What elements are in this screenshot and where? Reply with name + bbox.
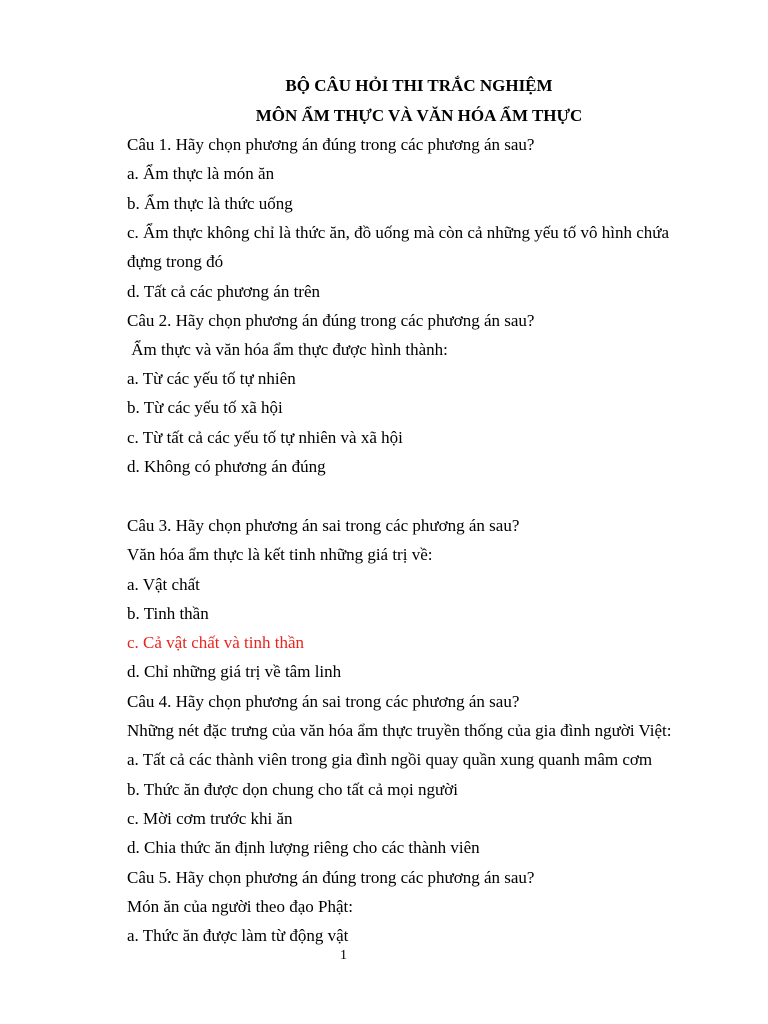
question-5-option-a: a. Thức ăn được làm từ động vật [127,926,349,945]
question-3-stem: Văn hóa ẩm thực là kết tinh những giá trị về: [127,545,433,564]
document-title-line-2: MÔN ẨM THỰC VÀ VĂN HÓA ẨM THỰC [255,106,583,125]
document-title-line-1: BỘ CÂU HỎI THI TRẮC NGHIỆM [285,76,553,95]
question-3-option-c-highlighted: c. Cả vật chất và tinh thần [127,633,305,652]
question-2-prompt: Câu 2. Hãy chọn phương án đúng trong các phương án sau? [127,311,535,330]
question-3-option-a: a. Vật chất [127,575,200,594]
question-2-option-b: b. Từ các yếu tố xã hội [127,398,283,417]
question-3-prompt: Câu 3. Hãy chọn phương án sai trong các phương án sau? [127,516,520,535]
question-4-option-c: c. Mời cơm trước khi ăn [127,809,293,828]
page-number: 1 [340,948,347,963]
question-2-stem: Ẩm thực và văn hóa ẩm thực được hình thành: [127,340,448,359]
question-3-option-b: b. Tinh thần [127,604,209,623]
question-2-option-a: a. Từ các yếu tố tự nhiên [127,369,296,388]
question-1-option-b: b. Ẩm thực là thức uống [127,194,293,213]
question-2-option-c: c. Từ tất cả các yếu tố tự nhiên và xã hội [127,428,403,447]
question-1-option-d: d. Tất cả các phương án trên [127,282,321,301]
question-4-prompt: Câu 4. Hãy chọn phương án sai trong các phương án sau? [127,692,520,711]
question-5-stem: Món ăn của người theo đạo Phật: [127,897,353,916]
question-3-option-d: d. Chỉ những giá trị về tâm linh [127,662,342,681]
question-1-prompt: Câu 1. Hãy chọn phương án đúng trong các phương án sau? [127,135,535,154]
question-4-option-d: d. Chia thức ăn định lượng riêng cho các thành viên [127,838,480,857]
question-5-prompt: Câu 5. Hãy chọn phương án đúng trong các phương án sau? [127,868,535,887]
question-4-stem: Những nét đặc trưng của văn hóa ẩm thực truyền thống của gia đình người Việt: [127,721,672,740]
question-2-option-d: d. Không có phương án đúng [127,457,326,476]
question-4-option-a: a. Tất cả các thành viên trong gia đình ngồi quay quần xung quanh mâm cơm [127,750,653,769]
question-1-option-a: a. Ẩm thực là món ăn [127,164,275,183]
question-1-option-c: c. Ẩm thực không chỉ là thức ăn, đồ uống mà còn cả những yếu tố vô hình chứa [127,223,670,242]
question-1-option-c-continued: đựng trong đó [127,252,224,271]
question-4-option-b: b. Thức ăn được dọn chung cho tất cả mọi người [127,780,458,799]
